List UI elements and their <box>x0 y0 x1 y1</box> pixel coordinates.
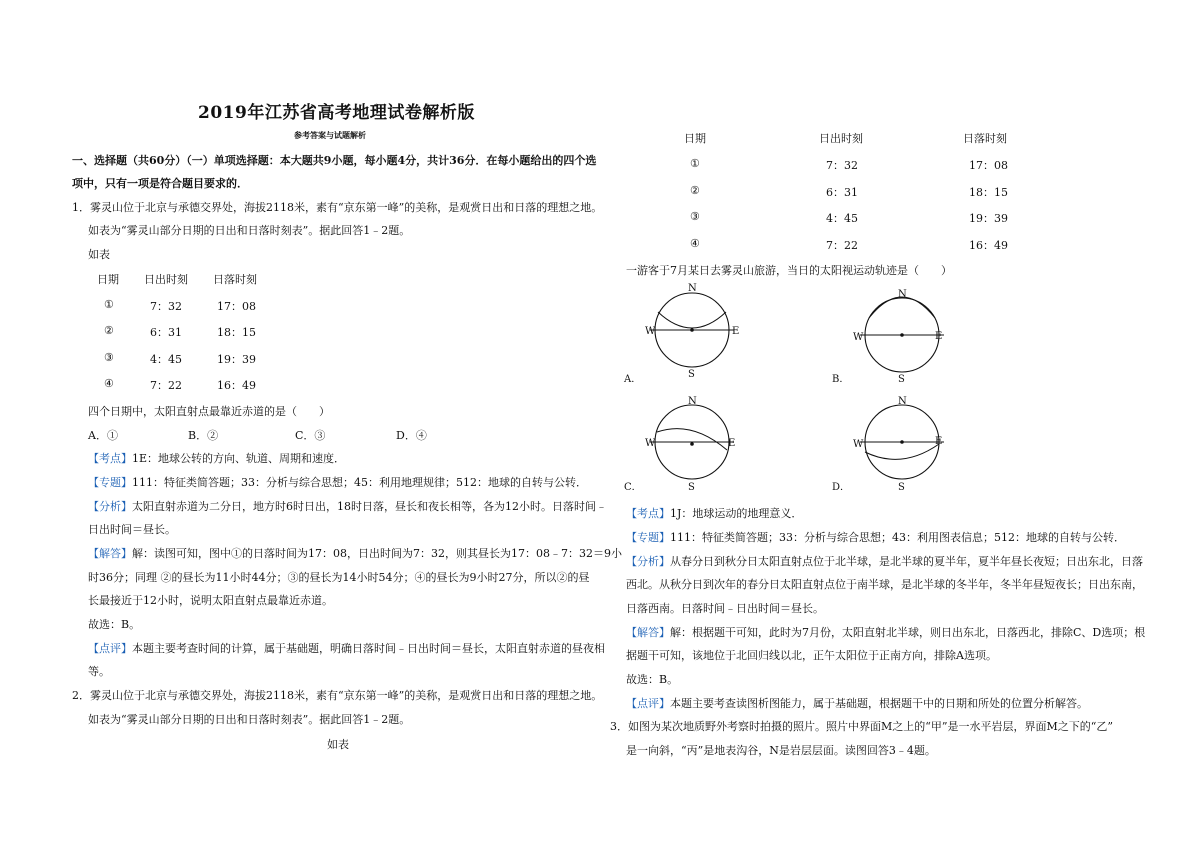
q2-fenxi-text2: 西北。从秋分日到次年的春分日太阳直射点位于南半球，是北半球的冬半年，冬半年昼短夜长；日出东南， <box>626 578 1143 591</box>
diagram-a-n: N <box>688 283 697 294</box>
table-cell: ② <box>690 184 700 197</box>
q1-jieda-text2: 时36分；同理 ②的昼长为11小时44分；③的昼长为14小时54分；④的昼长为9小时27分，所以②的昼 <box>88 571 590 584</box>
table-cell: ① <box>104 298 114 311</box>
diagram-b-center <box>900 333 904 337</box>
diagram-c-sun-path <box>657 429 727 450</box>
table-cell: 19：39 <box>217 353 256 366</box>
table-cell: 7：22 <box>150 379 182 392</box>
q1-question: 四个日期中，太阳直射点最靠近赤道的是（ ） <box>88 405 330 418</box>
q2-question: 一游客于7月某日去雾灵山旅游，当日的太阳视运动轨迹是（ ） <box>626 264 952 277</box>
q1-jieda <box>88 545 622 561</box>
q1-stem-line1: 1．雾灵山位于北京与承德交界处，海拔2118米，素有“京东第一峰”的美称，是观赏日出和日落的理想之地。 <box>72 201 603 214</box>
table-header-sunrise: 日出时刻 <box>819 132 863 145</box>
table-cell: 4：45 <box>826 212 858 225</box>
q1-jieda-text3: 长最接近于12小时，说明太阳直射点最靠近赤道。 <box>88 594 333 607</box>
q2-jieda-text2: 据题干可知，该地位于北回归线以北，正午太阳位于正南方向，排除A选项。 <box>626 649 997 662</box>
q3-stem-line2: 是一向斜，“丙”是地表沟谷，N是岩层层面。读图回答3﹣4题。 <box>626 744 936 757</box>
diagram-d <box>832 396 944 493</box>
page-title: 2019年江苏省高考地理试卷解析版 <box>198 103 475 123</box>
q1-kaodian-text: 1E：地球公转的方向、轨道、周期和速度． <box>132 452 346 465</box>
diagram-b-label: B． <box>832 374 850 385</box>
section-heading-line2: 项中，只有一项是符合题目要求的． <box>72 177 248 190</box>
q2-stem-line1: 2．雾灵山位于北京与承德交界处，海拔2118米，素有“京东第一峰”的美称，是观赏日出和日落的理想之地。 <box>72 689 603 702</box>
diagram-c-w: W <box>645 438 656 449</box>
table-cell: 18：15 <box>217 326 256 339</box>
q2-jieda-text1: 解：根据题干可知，此时为7月份，太阳直射北半球，则日出东北，日落西北，排除C、D选项；根 <box>670 626 1146 639</box>
q2-zhuanti-text: 111：特征类简答题；33：分析与综合思想；43：利用图表信息；512：地球的自转与公转． <box>670 531 1125 544</box>
diagram-c-n: N <box>688 396 697 407</box>
diagram-c-label: C． <box>624 482 642 493</box>
q2-fenxi-text1: 从春分日到秋分日太阳直射点位于北半球，是北半球的夏半年，夏半年昼长夜短；日出东北，日落 <box>670 555 1143 568</box>
table-cell: ③ <box>104 351 114 364</box>
table-header-date: 日期 <box>684 132 706 145</box>
q1-kaodian-tag: 【考点】 <box>88 452 132 465</box>
q2-zhuanti-tag: 【专题】 <box>626 531 670 544</box>
diagram-a-center <box>690 328 694 332</box>
q2-kaodian <box>626 505 802 521</box>
q1-jieda-tag: 【解答】 <box>88 547 132 560</box>
diagram-b <box>832 289 944 385</box>
q1-zhuanti-tag: 【专题】 <box>88 476 132 489</box>
q1-zhuanti <box>88 474 587 490</box>
diagram-d-sun-path <box>865 444 939 459</box>
q1-fenxi-tag: 【分析】 <box>88 500 132 513</box>
sun-path-diagrams <box>622 282 1162 500</box>
diagram-a-label: A． <box>624 374 642 385</box>
q2-kaodian-tag: 【考点】 <box>626 507 670 520</box>
diagram-b-n: N <box>898 289 907 300</box>
table-cell: 7：32 <box>150 300 182 313</box>
q1-fenxi <box>88 498 607 514</box>
table-cell: ④ <box>104 377 114 390</box>
table-cell: 17：08 <box>217 300 256 313</box>
q1-zhuanti-text: 111：特征类简答题；33：分析与综合思想；45：利用地理规律；512：地球的自转与公转． <box>132 476 587 489</box>
diagram-d-e: E <box>935 436 943 447</box>
section-heading-line1: 一、选择题（共60分）（一）单项选择题：本大题共9小题，每小题4分，共计36分．在每小题给出的四个选 <box>72 154 597 167</box>
q2-kaodian-text: 1J：地球运动的地理意义． <box>670 507 803 520</box>
q1-dianping-tag: 【点评】 <box>88 642 132 655</box>
q1-jieda-text1: 解：读图可知，图中①的日落时间为17：08，日出时间为7：32，则其昼长为17：08﹣7：32＝9小 <box>132 547 622 560</box>
diagram-d-s: S <box>898 482 905 493</box>
q1-option-a: A．① <box>88 429 118 442</box>
diagram-a-s: S <box>688 369 695 380</box>
q1-kaodian <box>88 450 345 466</box>
q2-dianping-tag: 【点评】 <box>626 697 670 710</box>
table-header-sunset: 日落时刻 <box>963 132 1007 145</box>
table-cell: 6：31 <box>150 326 182 339</box>
q1-option-d: D．④ <box>396 429 427 442</box>
table-cell: ② <box>104 324 114 337</box>
diagram-c-center <box>690 442 694 446</box>
q1-dianping-text1: 本题主要考查时间的计算，属于基础题，明确日落时间﹣日出时间＝昼长，太阳直射赤道的昼夜相 <box>132 642 605 655</box>
q2-zhuanti <box>626 529 1125 545</box>
table-header-sunrise: 日出时刻 <box>144 273 188 286</box>
q2-fenxi <box>626 553 1143 569</box>
diagram-d-w: W <box>853 439 864 450</box>
diagram-a-sun-path <box>658 312 726 328</box>
q2-dianping-text: 本题主要考查读图析图能力，属于基础题，根据题干中的日期和所处的位置分析解答。 <box>670 697 1088 710</box>
q2-fenxi-tag: 【分析】 <box>626 555 670 568</box>
q3-stem-line1: 3．如图为某次地质野外考察时拍摄的照片。照片中界面M之上的“甲”是一水平岩层，界面M之下的“乙” <box>610 720 1114 733</box>
table-header-date: 日期 <box>97 273 119 286</box>
diagram-a <box>623 283 739 385</box>
q2-jieda <box>626 624 1145 640</box>
diagram-d-label: D． <box>832 482 851 493</box>
q1-fenxi-text1: 太阳直射赤道为二分日，地方时6时日出，18时日落，昼长和夜长相等，各为12小时。日落时间﹣ <box>132 500 607 513</box>
diagram-d-n: N <box>898 396 907 407</box>
diagram-c-e: E <box>728 438 736 449</box>
table-cell: 17：08 <box>969 159 1008 172</box>
diagram-a-e: E <box>732 326 740 337</box>
table-cell: ③ <box>690 210 700 223</box>
q2-table-caption: 如表 <box>327 738 349 751</box>
table-cell: 18：15 <box>969 186 1008 199</box>
diagram-b-w: W <box>853 332 864 343</box>
diagram-b-s: S <box>898 374 905 385</box>
q2-dianping <box>626 695 1088 711</box>
q1-option-b: B．② <box>188 429 219 442</box>
q1-dianping <box>88 640 605 656</box>
q2-stem-line2: 如表为“雾灵山部分日期的日出和日落时刻表”。据此回答1﹣2题。 <box>88 713 411 726</box>
table-cell: 16：49 <box>217 379 256 392</box>
diagram-b-e: E <box>935 331 943 342</box>
table-cell: 6：31 <box>826 186 858 199</box>
diagram-b-sun-path <box>869 297 935 318</box>
diagram-c-s: S <box>688 482 695 493</box>
q1-dianping-text2: 等。 <box>88 665 110 678</box>
table-cell: 19：39 <box>969 212 1008 225</box>
table-cell: 16：49 <box>969 239 1008 252</box>
diagram-a-w: W <box>645 326 656 337</box>
table-cell: 4：45 <box>150 353 182 366</box>
q1-answer: 故选：B。 <box>88 618 141 631</box>
page-subtitle: 参考答案与试题解析 <box>294 130 366 140</box>
q2-jieda-tag: 【解答】 <box>626 626 670 639</box>
table-cell: ④ <box>690 237 700 250</box>
table-cell: ① <box>690 157 700 170</box>
q1-table-caption: 如表 <box>88 248 110 261</box>
q2-fenxi-text3: 日落西南。日落时间﹣日出时间＝昼长。 <box>626 602 824 615</box>
q2-answer: 故选：B。 <box>626 673 679 686</box>
table-cell: 7：32 <box>826 159 858 172</box>
q1-option-c: C．③ <box>295 429 326 442</box>
table-header-sunset: 日落时刻 <box>213 273 257 286</box>
table-cell: 7：22 <box>826 239 858 252</box>
q1-stem-line2: 如表为“雾灵山部分日期的日出和日落时刻表”。据此回答1﹣2题。 <box>88 224 411 237</box>
diagram-d-center <box>900 440 904 444</box>
diagram-c <box>624 396 735 493</box>
q1-fenxi-text2: 日出时间＝昼长。 <box>88 523 176 536</box>
